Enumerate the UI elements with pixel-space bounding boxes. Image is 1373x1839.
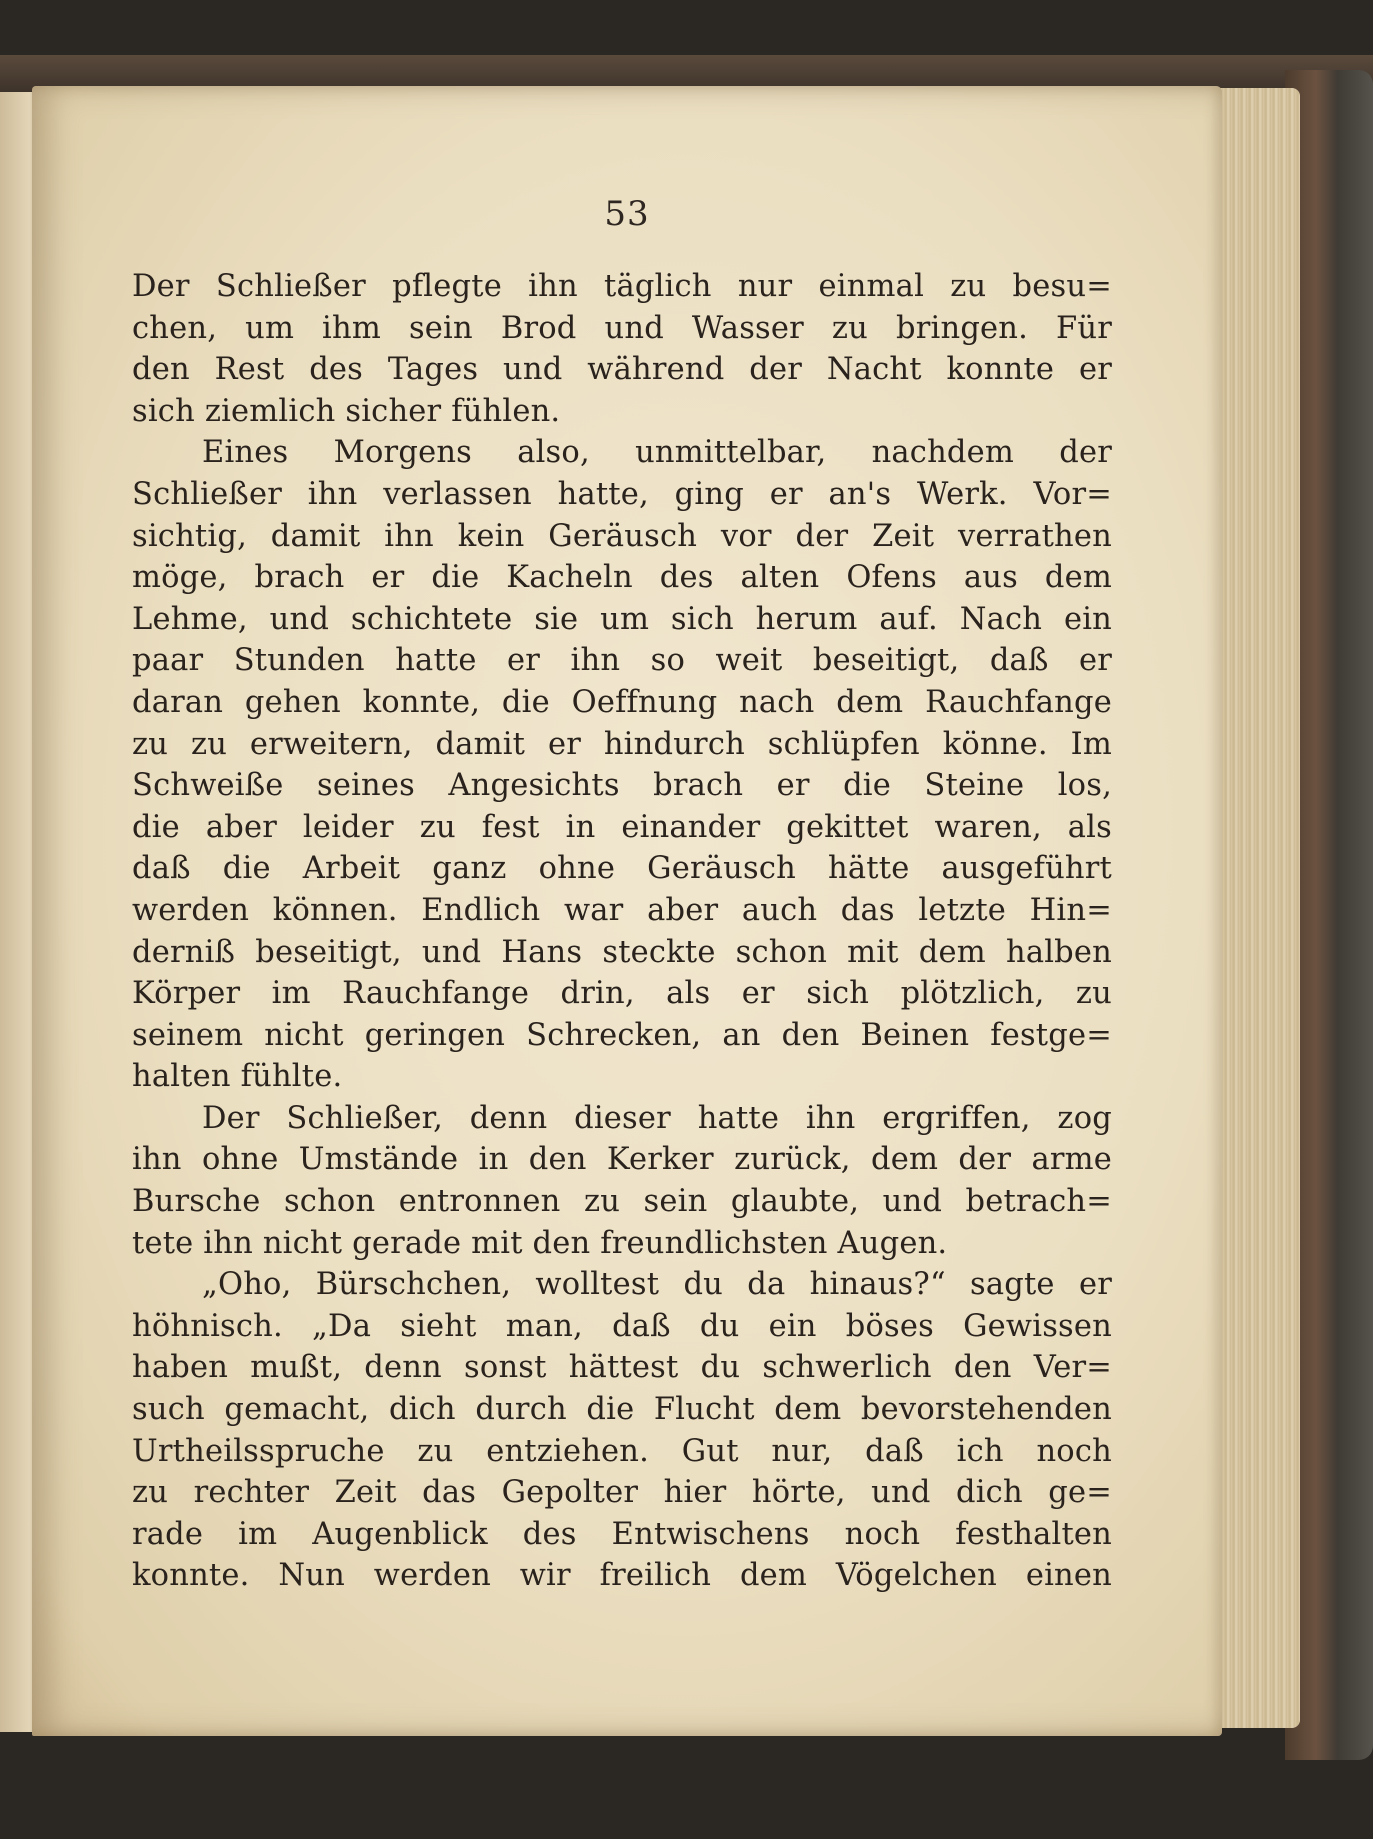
text-line: zu zu erweitern, damit er hindurch schlüpfen könne. Im xyxy=(132,726,1112,762)
text-line: Bursche schon entronnen zu sein glaubte, und betrach= xyxy=(132,1184,1112,1220)
text-line: haben mußt, denn sonst hättest du schwerlich den Ver= xyxy=(132,1350,1112,1386)
text-line: Schließer ihn verlassen hatte, ging er an's Werk. Vor= xyxy=(132,476,1112,512)
text-line: Der Schließer pflegte ihn täglich nur einmal zu besu= xyxy=(132,269,1112,304)
text-line: den Rest des Tages und während der Nacht konnte er xyxy=(132,352,1112,388)
text-line: Lehme, und schichtete sie um sich herum auf. Nach ein xyxy=(132,601,1112,637)
text-line: Schweiße seines Angesichts brach er die Steine los, xyxy=(132,768,1112,804)
text-line: sich ziemlich sicher fühlen. xyxy=(132,393,561,429)
text-line: ihn ohne Umstände in den Kerker zurück, dem der arme xyxy=(132,1142,1112,1178)
book-page xyxy=(32,86,1222,1736)
text-line: tete ihn nicht gerade mit den freundlichsten Augen. xyxy=(132,1225,948,1261)
text-line: daß die Arbeit ganz ohne Geräusch hätte ausgeführt xyxy=(132,851,1112,887)
text-line: Körper im Rauchfange drin, als er sich plötzlich, zu xyxy=(132,976,1112,1012)
text-line: werden können. Endlich war aber auch das letzte Hin= xyxy=(132,892,1112,928)
text-line: daran gehen konnte, die Oeffnung nach dem Rauchfange xyxy=(132,684,1112,720)
text-line: paar Stunden hatte er ihn so weit beseitigt, daß er xyxy=(132,643,1112,679)
text-line: die aber leider zu fest in einander gekittet waren, als xyxy=(132,809,1112,845)
page-stack-edge xyxy=(1215,88,1300,1728)
text-line: Urtheilsspruche zu entziehen. Gut nur, daß ich noch xyxy=(132,1433,1112,1469)
text-line: rade im Augenblick des Entwischens noch festhalten xyxy=(132,1516,1112,1552)
text-line: halten fühlte. xyxy=(132,1059,343,1095)
text-line: chen, um ihm sein Brod und Wasser zu bringen. Für xyxy=(132,310,1112,346)
text-line: möge, brach er die Kacheln des alten Ofens aus dem xyxy=(132,560,1112,596)
text-line: höhnisch. „Da sieht man, daß du ein böses Gewissen xyxy=(132,1308,1112,1344)
text-line: such gemacht, dich durch die Flucht dem bevorstehenden xyxy=(132,1392,1112,1428)
text-line: „Oho, Bürschchen, wolltest du da hinaus?“ sagte er xyxy=(202,1267,1112,1303)
page-number: 53 xyxy=(604,194,650,234)
text-line: seinem nicht geringen Schrecken, an den Beinen festge= xyxy=(132,1017,1112,1053)
text-line: derniß beseitigt, und Hans steckte schon mit dem halben xyxy=(132,934,1112,970)
body-text xyxy=(132,266,1112,1597)
text-line: Der Schließer, denn dieser hatte ihn ergriffen, zog xyxy=(202,1100,1112,1136)
text-line: Eines Morgens also, unmittelbar, nachdem der xyxy=(202,435,1112,471)
text-line: zu rechter Zeit das Gepolter hier hörte, und dich ge= xyxy=(132,1475,1112,1511)
text-line: konnte. Nun werden wir freilich dem Vögelchen einen xyxy=(132,1558,1112,1594)
text-line: sichtig, damit ihn kein Geräusch vor der Zeit verrathen xyxy=(132,518,1112,554)
